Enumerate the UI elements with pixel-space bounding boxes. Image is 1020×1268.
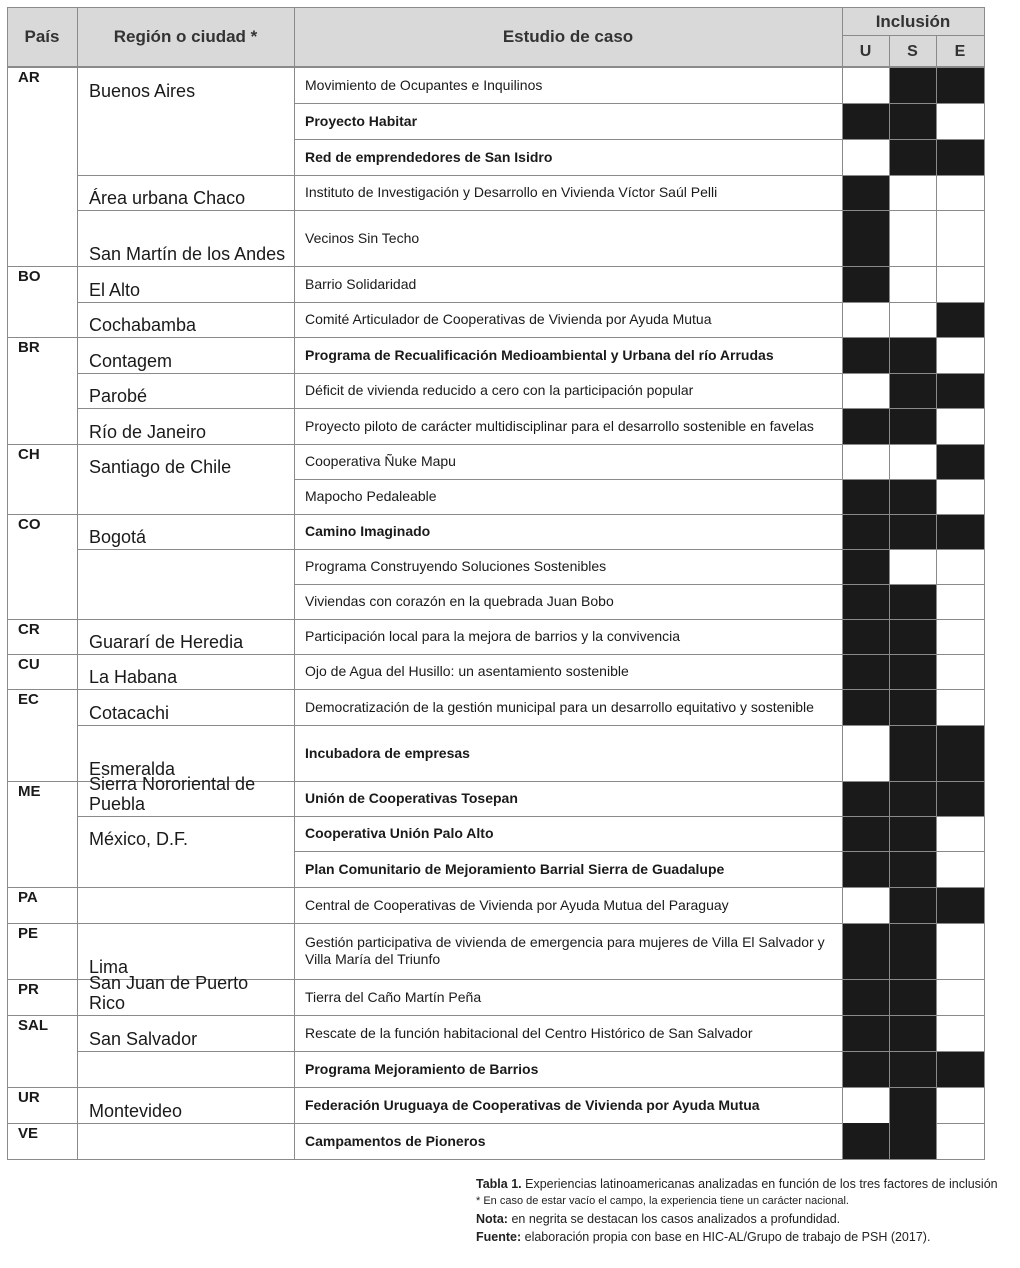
inclusion-cell-s	[889, 302, 936, 337]
case-study: Camino Imaginado	[305, 523, 431, 539]
inclusion-row-line	[842, 337, 984, 338]
inclusion-cell-u	[842, 1087, 889, 1123]
region-name: San Salvador	[89, 1029, 198, 1049]
inclusion-cell-s	[889, 689, 936, 725]
case-study: Instituto de Investigación y Desarrollo en Vivienda Víctor Saúl Pelli	[305, 184, 718, 200]
inclusion-row-line	[842, 514, 984, 515]
inclusion-cell-e	[936, 139, 984, 175]
case-study: Central de Cooperativas de Vivienda por Ayuda Mutua del Paraguay	[305, 896, 729, 913]
region-name: Río de Janeiro	[89, 422, 207, 442]
inclusion-cell-s	[889, 514, 936, 549]
inclusion-cell-u	[842, 266, 889, 302]
inclusion-cell-e	[936, 725, 984, 781]
caption-source: Fuente: elaboración propia con base en HIC-AL/Grupo de trabajo de PSH (2017).	[476, 1230, 931, 1244]
caption-note: Nota: en negrita se destacan los casos analizados a profundidad.	[476, 1212, 841, 1226]
inclusion-cell-u	[842, 923, 889, 979]
inclusion-cell-s	[889, 337, 936, 373]
inclusion-row-line	[842, 923, 984, 924]
inclusion-cell-u	[842, 619, 889, 654]
region-name: Santiago de Chile	[89, 457, 232, 477]
inclusion-cell-e	[936, 1015, 984, 1051]
inclusion-cell-u	[842, 816, 889, 851]
inclusion-cell-s	[889, 210, 936, 266]
inclusion-row-line	[842, 103, 984, 104]
case-study: Déficit de vivienda reducido a cero con la participación popular	[305, 382, 694, 398]
inclusion-row-line	[842, 725, 984, 726]
case-study: Incubadora de empresas	[305, 744, 470, 761]
inclusion-cell-s	[889, 479, 936, 514]
country-code: SAL	[18, 1017, 48, 1034]
case-study: Cooperativa Unión Palo Alto	[305, 825, 494, 841]
country-code: VE	[18, 1125, 39, 1142]
inclusion-row-line	[842, 654, 984, 655]
case-study: Cooperativa Ñuke Mapu	[305, 453, 456, 469]
inclusion-cell-u	[842, 725, 889, 781]
case-study: Ojo de Agua del Husillo: un asentamiento sostenible	[305, 663, 629, 679]
inclusion-row-line	[842, 781, 984, 782]
region-name: México, D.F.	[89, 829, 189, 849]
inclusion-cell-u	[842, 1015, 889, 1051]
inclusion-cell-s	[889, 103, 936, 139]
region-name	[7, 1051, 294, 1087]
inclusion-row-line	[842, 549, 984, 550]
inclusion-cell-e	[936, 302, 984, 337]
inclusion-cell-e	[936, 514, 984, 549]
inclusion-cell-s	[889, 373, 936, 408]
case-study: Programa Construyendo Soluciones Sostenibles	[305, 558, 607, 574]
inclusion-cell-e	[936, 1087, 984, 1123]
inclusion-cell-u	[842, 979, 889, 1015]
country-code: CH	[18, 446, 40, 463]
inclusion-cell-e	[936, 1123, 984, 1159]
table-caption	[476, 1175, 1016, 1246]
region-name: Montevideo	[89, 1101, 183, 1121]
col-divider-u	[842, 7, 843, 1159]
inclusion-cell-u	[842, 373, 889, 408]
country-code: CU	[18, 656, 40, 673]
inclusion-cell-s	[889, 139, 936, 175]
inclusion-cell-u	[842, 549, 889, 584]
inclusion-row-line	[842, 689, 984, 690]
inclusion-row-line	[842, 1087, 984, 1088]
header-case: Estudio de caso	[294, 7, 842, 67]
region-name: La Habana	[89, 667, 178, 687]
caption-footnote: * En caso de estar vacío el campo, la experiencia tiene un carácter nacional.	[476, 1195, 849, 1207]
inclusion-cell-u	[842, 210, 889, 266]
country-code: AR	[18, 69, 40, 86]
table-border-left	[7, 7, 8, 1159]
inclusion-cell-s	[889, 1087, 936, 1123]
table-border-top	[7, 7, 985, 8]
inclusion-cell-u	[842, 689, 889, 725]
inclusion-cell-u	[842, 408, 889, 444]
col-divider-region	[77, 7, 78, 1159]
inclusion-row-line	[842, 302, 984, 303]
inclusion-row-line	[842, 887, 984, 888]
inclusion-cell-s	[889, 979, 936, 1015]
region-name: Buenos Aires	[89, 81, 196, 101]
inclusion-cell-s	[889, 654, 936, 689]
inclusion-cell-s	[889, 408, 936, 444]
case-study: Comité Articulador de Cooperativas de Vivienda por Ayuda Mutua	[305, 311, 712, 327]
country-code: BO	[18, 268, 41, 285]
country-code: CO	[18, 516, 41, 533]
inclusion-cell-e	[936, 851, 984, 887]
inclusion-cell-e	[936, 816, 984, 851]
header-bottom	[7, 66, 985, 68]
inclusion-cell-u	[842, 444, 889, 479]
case-study: Proyecto Habitar	[305, 112, 418, 129]
inclusion-cell-s	[889, 887, 936, 923]
inclusion-cell-s	[889, 781, 936, 816]
region-name: Cochabamba	[89, 315, 197, 335]
inclusion-cell-s	[889, 725, 936, 781]
inclusion-cell-u	[842, 1051, 889, 1087]
inclusion-cell-e	[936, 1051, 984, 1087]
inclusion-cell-s	[889, 266, 936, 302]
inclusion-cell-e	[936, 408, 984, 444]
header-inclusion: Inclusión	[842, 7, 984, 36]
inclusion-row-line	[842, 1015, 984, 1016]
inclusion-cell-e	[936, 887, 984, 923]
group-separator	[7, 1159, 985, 1160]
case-study: Participación local para la mejora de barrios y la convivencia	[305, 628, 681, 644]
inclusion-cell-e	[936, 67, 984, 103]
inclusion-cell-u	[842, 514, 889, 549]
inclusion-cell-e	[936, 444, 984, 479]
inclusion-row-line	[842, 444, 984, 445]
country-code: ME	[18, 783, 41, 800]
case-study: Tierra del Caño Martín Peña	[305, 988, 482, 1005]
country-code: EC	[18, 691, 39, 708]
region-name: Guararí de Heredia	[89, 632, 244, 652]
region-name: Área urbana Chaco	[89, 188, 246, 208]
inclusion-cell-u	[842, 302, 889, 337]
col-divider-s	[889, 36, 890, 1159]
case-study: Red de emprendedores de San Isidro	[305, 148, 553, 165]
inclusion-cell-u	[842, 781, 889, 816]
inclusion-cell-e	[936, 210, 984, 266]
inclusion-cell-s	[889, 584, 936, 619]
country-code: PA	[18, 889, 38, 906]
inclusion-cell-u	[842, 479, 889, 514]
region-name	[7, 549, 294, 584]
inclusion-cell-s	[889, 549, 936, 584]
case-study: Barrio Solidaridad	[305, 275, 417, 292]
inclusion-cell-u	[842, 175, 889, 210]
region-name: Parobé	[89, 386, 148, 406]
region-name: Esmeralda	[89, 759, 176, 779]
inclusion-cell-u	[842, 851, 889, 887]
inclusion-row-line	[842, 816, 984, 817]
inclusion-cell-e	[936, 337, 984, 373]
inclusion-row-line	[842, 210, 984, 211]
inclusion-cell-e	[936, 103, 984, 139]
region-name: El Alto	[89, 280, 141, 300]
inclusion-row-line	[842, 139, 984, 140]
inclusion-cell-s	[889, 444, 936, 479]
case-study: Democratización de la gestión municipal para un desarrollo equitativo y sostenible	[305, 698, 814, 715]
inclusion-cell-u	[842, 1123, 889, 1159]
case-study: Federación Uruguaya de Cooperativas de Vivienda por Ayuda Mutua	[305, 1096, 760, 1113]
inclusion-table	[7, 7, 985, 1161]
inclusion-row-line	[842, 584, 984, 585]
inclusion-row-line	[842, 979, 984, 980]
case-study: Programa de Recualificación Medioambiental y Urbana del río Arrudas	[305, 346, 774, 363]
inclusion-cell-e	[936, 266, 984, 302]
inclusion-cell-e	[936, 654, 984, 689]
case-study: Programa Mejoramiento de Barrios	[305, 1060, 539, 1077]
region-name: Contagem	[89, 351, 173, 371]
header-u: U	[842, 36, 889, 67]
inclusion-row-line	[842, 266, 984, 267]
inclusion-row-line	[842, 1051, 984, 1052]
inclusion-row-line	[842, 479, 984, 480]
inclusion-cell-s	[889, 619, 936, 654]
inclusion-row-line	[842, 373, 984, 374]
country-code: CR	[18, 621, 40, 638]
inclusion-cell-e	[936, 781, 984, 816]
inclusion-cell-u	[842, 139, 889, 175]
header-s: S	[889, 36, 936, 67]
inclusion-cell-e	[936, 549, 984, 584]
inclusion-cell-e	[936, 373, 984, 408]
header-region: Región o ciudad *	[77, 7, 294, 67]
caption-title: Tabla 1. Experiencias latinoamericanas analizadas en función de los tres factores de inclusión	[476, 1177, 998, 1191]
header-subline	[842, 35, 984, 36]
inclusion-cell-u	[842, 654, 889, 689]
country-code: PE	[18, 925, 39, 942]
inclusion-cell-u	[842, 584, 889, 619]
inclusion-cell-s	[889, 175, 936, 210]
inclusion-cell-s	[889, 67, 936, 103]
inclusion-cell-e	[936, 689, 984, 725]
inclusion-cell-s	[889, 816, 936, 851]
inclusion-cell-u	[842, 337, 889, 373]
inclusion-cell-s	[889, 923, 936, 979]
region-name: San Martín de los Andes	[89, 244, 286, 264]
case-study: Campamentos de Pioneros	[305, 1132, 486, 1149]
inclusion-row-line	[842, 175, 984, 176]
case-study: Gestión participativa de vivienda de emergencia para mujeres de Villa El Salvador y Villa María del Triunfo	[305, 934, 825, 967]
inclusion-cell-e	[936, 479, 984, 514]
inclusion-cell-u	[842, 67, 889, 103]
inclusion-cell-s	[889, 851, 936, 887]
inclusion-cell-e	[936, 619, 984, 654]
region-name: Cotacachi	[89, 703, 170, 723]
inclusion-cell-u	[842, 887, 889, 923]
case-study: Proyecto piloto de carácter multidisciplinar para el desarrollo sostenible en favelas	[305, 417, 814, 434]
inclusion-cell-s	[889, 1051, 936, 1087]
inclusion-cell-e	[936, 175, 984, 210]
case-study: Vecinos Sin Techo	[305, 229, 420, 246]
case-study: Unión de Cooperativas Tosepan	[305, 790, 518, 806]
inclusion-row-line	[842, 619, 984, 620]
inclusion-cell-e	[936, 923, 984, 979]
case-study: Plan Comunitario de Mejoramiento Barrial Sierra de Guadalupe	[305, 860, 725, 877]
col-divider-case	[294, 7, 295, 1159]
country-code: UR	[18, 1089, 40, 1106]
inclusion-row-line	[842, 851, 984, 852]
inclusion-cell-u	[842, 103, 889, 139]
table-border-right	[984, 7, 985, 1159]
case-study: Movimiento de Ocupantes e Inquilinos	[305, 76, 543, 93]
region-name: San Juan de Puerto Rico	[89, 973, 249, 1013]
header-country: País	[7, 7, 77, 67]
country-code: PR	[18, 981, 39, 998]
inclusion-row-line	[842, 408, 984, 409]
inclusion-cell-e	[936, 979, 984, 1015]
case-study: Viviendas con corazón en la quebrada Juan Bobo	[305, 593, 614, 609]
case-study: Mapocho Pedaleable	[305, 488, 437, 504]
header-e: E	[936, 36, 984, 67]
inclusion-cell-s	[889, 1015, 936, 1051]
case-study: Rescate de la función habitacional del Centro Histórico de San Salvador	[305, 1024, 753, 1041]
region-name: Sierra Nororiental de Puebla	[89, 774, 256, 814]
region-name: Bogotá	[89, 527, 147, 547]
country-code: BR	[18, 339, 40, 356]
inclusion-cell-e	[936, 584, 984, 619]
inclusion-cell-s	[889, 1123, 936, 1159]
region-name: Lima	[89, 957, 129, 977]
col-divider-e	[936, 36, 937, 1159]
